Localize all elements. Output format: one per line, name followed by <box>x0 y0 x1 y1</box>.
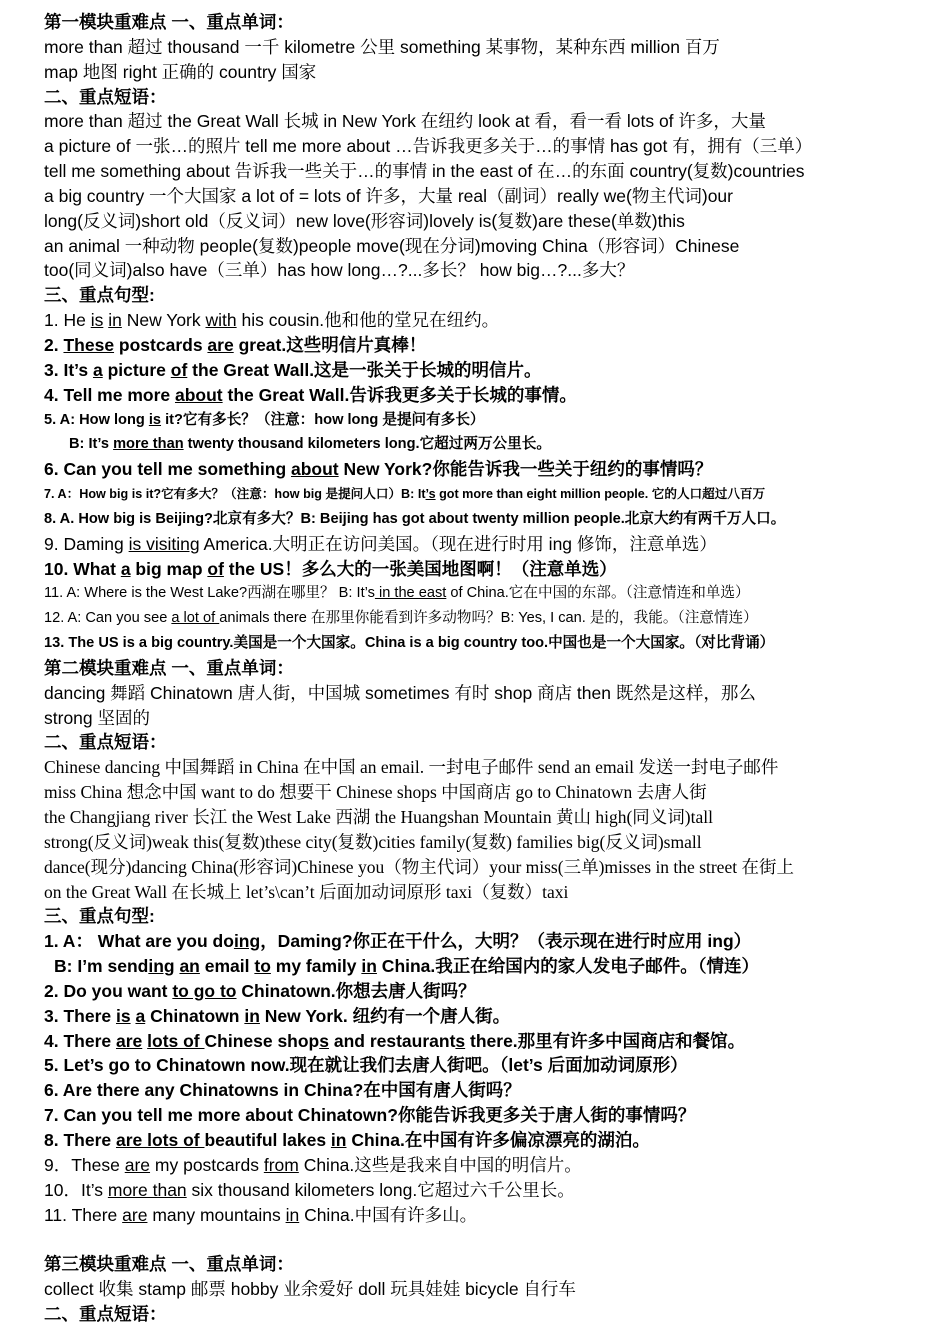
text-line <box>44 109 924 134</box>
underlined-text: in <box>108 310 122 331</box>
text-run: it?它有多长？（注意：how long 是提问有多长） <box>161 411 485 428</box>
text-line <box>44 606 924 631</box>
text-line <box>44 85 924 110</box>
underlined-text: lots of <box>147 1030 205 1051</box>
underlined-text: is visiting <box>128 533 200 554</box>
text-run: Chinese shop <box>204 1030 320 1051</box>
underlined-text: in the east <box>374 585 447 602</box>
text-run: 三、重点句型: <box>44 285 155 306</box>
text-line <box>44 954 924 979</box>
text-run: 2. Do you want <box>44 980 173 1001</box>
text-run: twenty thousand kilometers long.它超过两万公里长。 <box>183 436 551 453</box>
text-line <box>44 681 924 706</box>
text-run: tell me something about 告诉我一些关于…的事情 in the east of 在…的东面 country(复数)countries <box>44 161 805 182</box>
text-run: 6. Are there any Chinatowns in China?在中国有唐人街吗？ <box>44 1080 521 1101</box>
text-line <box>44 1302 924 1327</box>
text-run: too(同义词)also have（三单）has how long…?...多长？ how big…?...多大？ <box>44 260 635 281</box>
text-run: America.大明正在访问美国。（现在进行时用 ing 修饰，注意单选） <box>199 533 717 554</box>
underlined-text: are lots of <box>115 1129 205 1150</box>
underlined-text: These <box>63 334 115 355</box>
underlined-text: is <box>115 1005 131 1026</box>
text-run: 二、重点短语： <box>44 86 167 107</box>
text-run: big map <box>130 558 208 579</box>
text-line <box>44 258 924 283</box>
text-line <box>44 830 924 855</box>
text-run: Chinatown.你想去唐人街吗？ <box>236 980 476 1001</box>
text-run: New York <box>121 310 206 331</box>
text-run: 6. Can you tell me something <box>44 459 291 480</box>
text-line <box>44 35 924 60</box>
text-run: and restaurant <box>328 1030 456 1051</box>
text-run: beautiful lakes <box>204 1129 331 1150</box>
text-line <box>44 1153 924 1178</box>
text-line <box>44 780 924 805</box>
text-run: a picture of 一张…的照片 tell me more about …告诉我更多关于…的事情 has got 有，拥有（三单） <box>44 136 813 157</box>
underlined-text: more than <box>107 1179 187 1200</box>
text-run: 二、重点短语： <box>44 732 167 753</box>
text-line <box>44 209 924 234</box>
text-line <box>44 730 924 755</box>
text-line <box>44 1252 924 1277</box>
underlined-text: in <box>244 1005 260 1026</box>
text-line <box>44 408 924 433</box>
text-run: 三、重点句型: <box>44 906 155 927</box>
text-run: the Changjiang river 长江 the West Lake 西湖 the Huangshan Mountain 黄山 high(同义词)tall <box>44 807 713 827</box>
text-run: many mountains <box>147 1204 286 1225</box>
text-run: the Great Wall.告诉我更多关于长城的事情。 <box>222 384 577 405</box>
text-run: postcards <box>114 334 208 355</box>
text-run: 10．It’s <box>44 1179 108 1200</box>
text-run: 5. Let’s go to Chinatown now.现在就让我们去唐人街吧。（let’s 后面加动词原形） <box>44 1055 688 1076</box>
text-line <box>44 159 924 184</box>
text-run: six thousand kilometers long.它超过六千公里长。 <box>186 1179 575 1200</box>
text-run: my family <box>270 956 362 977</box>
text-run: long(反义词)short old（反义词）new love(形容词)lovely is(复数)are these(单数)this <box>44 210 685 231</box>
underlined-text: are <box>115 1030 143 1051</box>
text-run: 11. There <box>44 1204 123 1225</box>
text-run: 1. A： What are you do <box>44 931 234 952</box>
text-run: dancing 舞蹈 Chinatown 唐人街，中国城 sometimes 有时 shop 商店 then 既然是这样，那么 <box>44 682 756 703</box>
text-run: 7. Can you tell me more about Chinatown?你能告诉我更多关于唐人街的事情吗？ <box>44 1105 696 1126</box>
underlined-text: from <box>263 1154 299 1175</box>
underlined-text: a <box>135 1005 146 1026</box>
text-run: animals there 在那里你能看到许多动物吗？B: Yes, I can. 是的，我能。（注意情连） <box>219 610 758 627</box>
text-run: 12. A: Can you see <box>44 610 172 627</box>
text-run: 9．These <box>44 1154 125 1175</box>
text-line <box>44 1128 924 1153</box>
text-run: Chinese dancing 中国舞蹈 in China 在中国 an email. 一封电子邮件 send an email 发送一封电子邮件 <box>44 757 779 778</box>
text-run: miss China 想念中国 want to do 想要干 Chinese shops 中国商店 go to Chinatown 去唐人街 <box>44 782 707 803</box>
text-line <box>44 308 924 333</box>
document-page <box>44 10 924 1327</box>
text-line <box>44 1053 924 1078</box>
text-run: 第三模块重难点 一、重点单词： <box>44 1254 294 1275</box>
underlined-text: a <box>120 558 131 579</box>
underlined-text: is <box>148 411 162 428</box>
underlined-text: in <box>285 1204 300 1225</box>
text-run: the US！多么大的一张美国地图啊！（注意单选） <box>223 558 617 579</box>
text-run: dance(现分)dancing China(形容词)Chinese you（物主代词）your miss(三单)misses in the street 在街上 <box>44 856 794 877</box>
text-run: ，Daming?你正在干什么，大明？（表示现在进行时应用 ing） <box>260 931 752 952</box>
text-run: B: It’s <box>69 436 114 453</box>
text-run: 10. What <box>44 558 121 579</box>
text-run: 4. Tell me more <box>44 384 175 405</box>
text-line <box>44 60 924 85</box>
text-line <box>44 184 924 209</box>
underlined-text: s <box>455 1030 466 1051</box>
underlined-text: of <box>207 558 224 579</box>
text-line <box>44 10 924 35</box>
text-run: 3. It’s <box>44 359 93 380</box>
text-line <box>44 855 924 880</box>
underlined-text: to <box>254 956 271 977</box>
text-run: his cousin.他和他的堂兄在纽约。 <box>236 310 500 331</box>
text-run: 第二模块重难点 一、重点单词： <box>44 657 294 678</box>
text-run: China.我正在给国内的家人发电子邮件。（情连） <box>376 956 760 977</box>
text-line <box>44 1103 924 1128</box>
text-run: China.这些是我来自中国的明信片。 <box>298 1154 582 1175</box>
underlined-text: in <box>330 1129 347 1150</box>
text-run: map 地图 right 正确的 country 国家 <box>44 61 317 82</box>
text-run: great.这些明信片真棒！ <box>233 334 427 355</box>
underlined-text: an <box>179 956 200 977</box>
underlined-text: a <box>92 359 103 380</box>
text-run: an animal 一种动物 people(复数)people move(现在分词)moving China（形容词）Chinese <box>44 235 740 256</box>
text-line <box>44 880 924 905</box>
underlined-text: ’s <box>425 487 436 502</box>
blank-line <box>44 1227 924 1252</box>
text-run: on the Great Wall 在长城上 let’s\can’t 后面加动词原形 taxi（复数）taxi <box>44 881 569 902</box>
underlined-text: about <box>174 384 223 405</box>
text-line <box>44 929 924 954</box>
text-line <box>44 1277 924 1302</box>
text-line <box>44 755 924 780</box>
text-run: 11. A: Where is the West Lake?西湖在哪里？ B: It’s <box>44 585 375 602</box>
text-line <box>44 656 924 681</box>
underlined-text: ing <box>148 956 175 977</box>
text-run: the Great Wall.这是一张关于长城的明信片。 <box>187 359 542 380</box>
text-run: New York?你能告诉我一些关于纽约的事情吗？ <box>338 459 713 480</box>
text-line <box>44 482 924 507</box>
text-line <box>44 805 924 830</box>
text-run: there.那里有许多中国商店和餐馆。 <box>465 1030 746 1051</box>
underlined-text: ing <box>233 931 261 952</box>
text-run: my postcards <box>150 1154 264 1175</box>
text-run: 9. Daming <box>44 533 129 554</box>
text-run: picture <box>102 359 171 380</box>
text-run: Chinatown <box>145 1005 245 1026</box>
text-line <box>44 507 924 532</box>
text-run: B: I’m send <box>54 956 149 977</box>
text-run: of China.它在中国的东部。（注意情连和单选） <box>446 585 750 602</box>
text-line <box>44 1029 924 1054</box>
text-line <box>44 706 924 731</box>
text-run: China.在中国有许多偏凉漂亮的湖泊。 <box>346 1129 650 1150</box>
underlined-text: is <box>90 310 104 331</box>
text-run: 8. A. How big is Beijing?北京有多大？B: Beijing has got about twenty million people.北京大约有两千万人口。 <box>44 510 786 527</box>
underlined-text: with <box>205 310 237 331</box>
text-run: 1. He <box>44 310 91 331</box>
text-line <box>44 134 924 159</box>
underlined-text: are <box>122 1204 148 1225</box>
text-run: email <box>199 956 255 977</box>
text-run: New York. 纽约有一个唐人街。 <box>259 1005 511 1026</box>
text-line <box>44 581 924 606</box>
text-line <box>44 979 924 1004</box>
text-line <box>44 1078 924 1103</box>
text-line <box>44 904 924 929</box>
text-line <box>44 1004 924 1029</box>
text-run: 4. There <box>44 1030 116 1051</box>
underlined-text: are <box>207 334 234 355</box>
text-run: 8. There <box>44 1129 116 1150</box>
text-line <box>44 457 924 482</box>
text-line <box>44 1203 924 1228</box>
underlined-text: to go to <box>172 980 237 1001</box>
text-run: more than 超过 the Great Wall 长城 in New York 在纽约 look at 看，看一看 lots of 许多，大量 <box>44 111 766 132</box>
text-line <box>44 283 924 308</box>
text-run: 3. There <box>44 1005 116 1026</box>
text-line <box>44 1178 924 1203</box>
text-line <box>44 358 924 383</box>
text-run: 2. <box>44 334 64 355</box>
text-run: 第一模块重难点 一、重点单词： <box>44 12 294 32</box>
underlined-text: about <box>291 459 339 480</box>
text-line <box>44 532 924 557</box>
text-run: a big country 一个大国家 a lot of = lots of 许多，大量 real（副词）really we(物主代词)our <box>44 185 733 206</box>
text-run: 13. The US is a big country.美国是一个大国家。China is a big country too.中国也是一个大国家。（对比背诵） <box>44 635 775 652</box>
underlined-text: are <box>124 1154 151 1175</box>
underlined-text: more than <box>113 436 184 453</box>
text-line <box>44 383 924 408</box>
underlined-text: in <box>361 956 377 977</box>
text-run: 二、重点短语： <box>44 1303 167 1324</box>
text-line <box>44 557 924 582</box>
text-line <box>44 631 924 656</box>
text-run: 7. A：How big is it?它有多大？（注意：how big 是提问人口）B: It <box>44 487 426 502</box>
text-run: got more than eight million people. 它的人口超过八百万 <box>435 487 766 502</box>
text-line <box>44 432 924 457</box>
text-line <box>44 333 924 358</box>
text-run: more than 超过 thousand 一千 kilometre 公里 something 某事物，某种东西 million 百万 <box>44 36 720 57</box>
text-run: China.中国有许多山。 <box>299 1204 478 1225</box>
text-line <box>44 234 924 259</box>
underlined-text: of <box>170 359 188 380</box>
underlined-text: a lot of <box>171 610 220 627</box>
text-run: 5. A: How long <box>44 411 149 428</box>
text-run: strong 坚固的 <box>44 707 150 728</box>
text-run: strong(反义词)weak this(复数)these city(复数)cities family(复数) families big(反义词)small <box>44 831 702 852</box>
underlined-text: s <box>319 1030 329 1051</box>
text-run: collect 收集 stamp 邮票 hobby 业余爱好 doll 玩具娃娃 bicycle 自行车 <box>44 1279 576 1300</box>
